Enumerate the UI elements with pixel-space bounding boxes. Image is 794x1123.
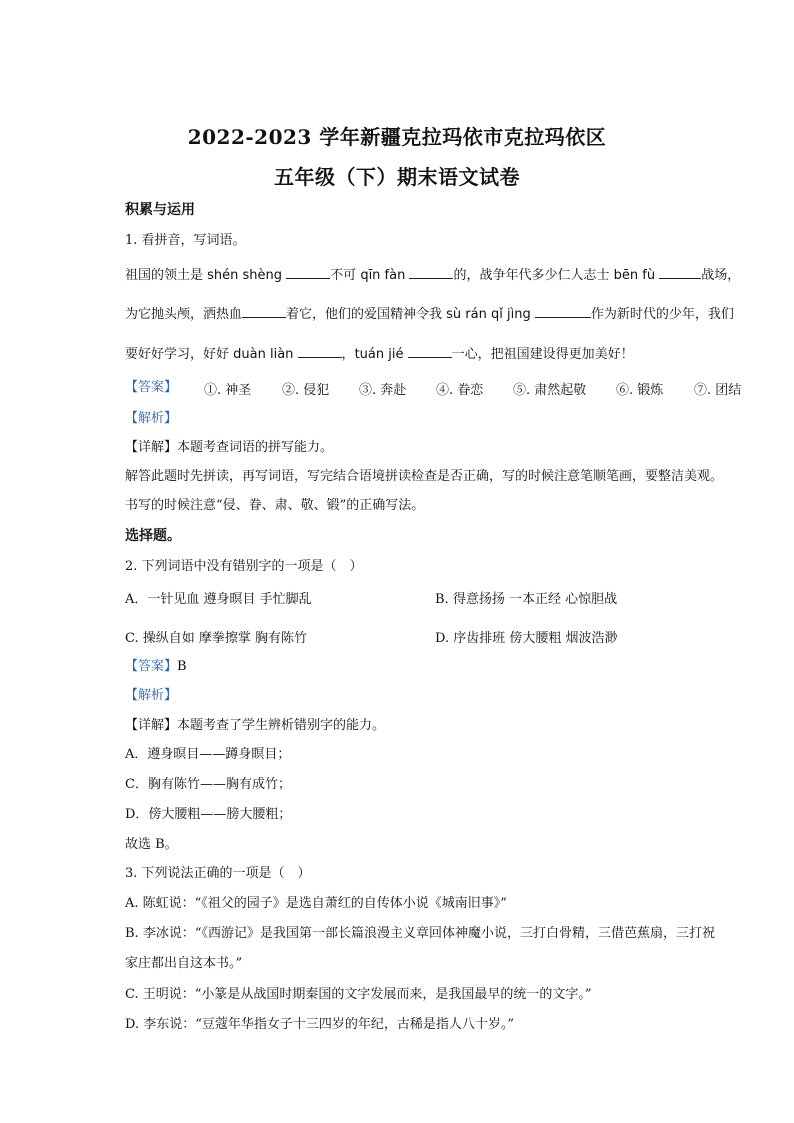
- q2-stem: 2. 下列词语中没有错别字的一项是（ ）: [125, 559, 363, 574]
- q1-answer-item: ⑤. 肃然起敬: [513, 383, 587, 398]
- q1-stem: 1. 看拼音，写词语。: [125, 233, 246, 248]
- q1-answer-item: ④. 眷恋: [436, 383, 484, 398]
- q1-text: 着它，他们的爱国精神令我: [286, 307, 447, 322]
- q1-answers-row: [125, 379, 177, 397]
- q1-text: 不可: [330, 268, 361, 283]
- q1-answer-item: ③. 奔赴: [359, 383, 407, 398]
- q1-line2: [125, 305, 734, 324]
- q1-line1: [125, 266, 740, 285]
- answer-blank[interactable]: [286, 266, 330, 279]
- q2-answer: B: [177, 659, 187, 674]
- section-heading-choice: 选择题。: [125, 528, 181, 544]
- answer-blank[interactable]: [409, 266, 453, 279]
- q2-option-a: A．一针见血 遵身暝目 手忙脚乱: [125, 592, 312, 607]
- q3-stem: 3. 下列说法正确的一项是（ ）: [125, 866, 311, 881]
- q1-answer-item: ②. 侵犯: [282, 383, 330, 398]
- q2-option-d: D. 序齿排班 傍大腰粗 烟波浩渺: [435, 631, 618, 646]
- q1-answer-item: ⑥. 锻炼: [616, 383, 664, 398]
- analysis-label: 【解析】: [125, 688, 178, 703]
- q1-line3: [125, 345, 634, 364]
- q1-text: 作为新时代的少年，我们: [590, 307, 734, 322]
- q2-option-c: C. 操纵自如 摩拳擦掌 胸有陈竹: [125, 631, 308, 646]
- q1-pinyin: bēn fù: [613, 268, 656, 283]
- q1-pinyin: duàn liàn: [233, 347, 294, 362]
- answer-blank[interactable]: [298, 345, 342, 358]
- q3-option-b: B. 李冰说：“《西游记》是我国第一部长篇浪漫主义章回体神魔小说，三打白骨精，三借芭蕉扇，三打祝: [125, 926, 715, 941]
- q1-note1: 解答此题时先拼读，再写词语，写完结合语境拼读检查是否正确，写的时候注意笔顺笔画，要整洁美观。: [125, 469, 724, 484]
- q1-answer-item: ⑦. 团结: [694, 383, 742, 398]
- q1-text: 为它抛头颅，洒热血: [125, 307, 243, 322]
- q3-option-b-cont: 家庄都出自这本书。”: [125, 956, 243, 971]
- answer-blank[interactable]: [535, 305, 591, 318]
- answer-blank[interactable]: [408, 345, 452, 358]
- q2-option-b: B. 得意扬扬 一本正经 心惊胆战: [435, 592, 618, 607]
- q1-note2: 书写的时候注意“侵、眷、肃、敬、锻”的正确写法。: [125, 498, 425, 513]
- answer-blank[interactable]: [242, 305, 286, 318]
- q1-answer-item: ①. 神圣: [204, 383, 252, 398]
- q1-text: 的，战争年代多少仁人志士: [453, 268, 614, 283]
- exam-title-line1: 2022-2023 学年新疆克拉玛依市克拉玛依区: [187, 125, 607, 149]
- q1-text: 要好好学习，好好: [125, 347, 234, 362]
- q2-answer-row: [125, 658, 187, 676]
- q2-detail: 【详解】本题考查了学生辨析错别字的能力。: [125, 718, 386, 733]
- q2-fix-a: A．遵身暝目——蹲身瞑目；: [125, 747, 291, 762]
- q1-text: ，: [341, 347, 355, 362]
- q3-option-c: C. 王明说：“小篆是从战国时期秦国的文字发展而来，是我国最早的统一的文字。”: [125, 987, 592, 1002]
- section-heading-accumulation: 积累与运用: [125, 202, 195, 218]
- q2-fix-c: C．胸有陈竹——胸有成竹；: [125, 777, 291, 792]
- exam-title-line2: 五年级（下）期末语文试卷: [274, 165, 520, 189]
- q2-conclusion: 故选 B。: [125, 837, 178, 852]
- q1-detail: 【详解】本题考查词语的拼写能力。: [125, 440, 334, 455]
- q1-text: 战场，: [701, 268, 741, 283]
- answer-label: 【答案】: [125, 659, 178, 674]
- q3-option-a: A. 陈虹说：“《祖父的园子》是选自萧红的自传体小说《城南旧事》”: [125, 896, 507, 911]
- answer-blank[interactable]: [659, 266, 701, 279]
- q1-pinyin: tuán jié: [354, 347, 404, 362]
- q1-pinyin: qīn fàn: [360, 268, 406, 283]
- analysis-label: 【解析】: [125, 411, 178, 426]
- q3-option-d: D. 李东说：“豆蔻年华指女子十三四岁的年纪，古稀是指人八十岁。”: [125, 1017, 515, 1032]
- q1-pinyin: sù rán qǐ jìng: [446, 307, 531, 322]
- q2-fix-d: D．傍大腰粗——膀大腰粗；: [125, 807, 292, 822]
- answer-label: 【答案】: [125, 380, 178, 395]
- q1-pinyin: shén shèng: [207, 268, 283, 283]
- q1-text: 一心，把祖国建设得更加美好！: [451, 347, 634, 362]
- q1-text: 祖国的领土是: [125, 268, 208, 283]
